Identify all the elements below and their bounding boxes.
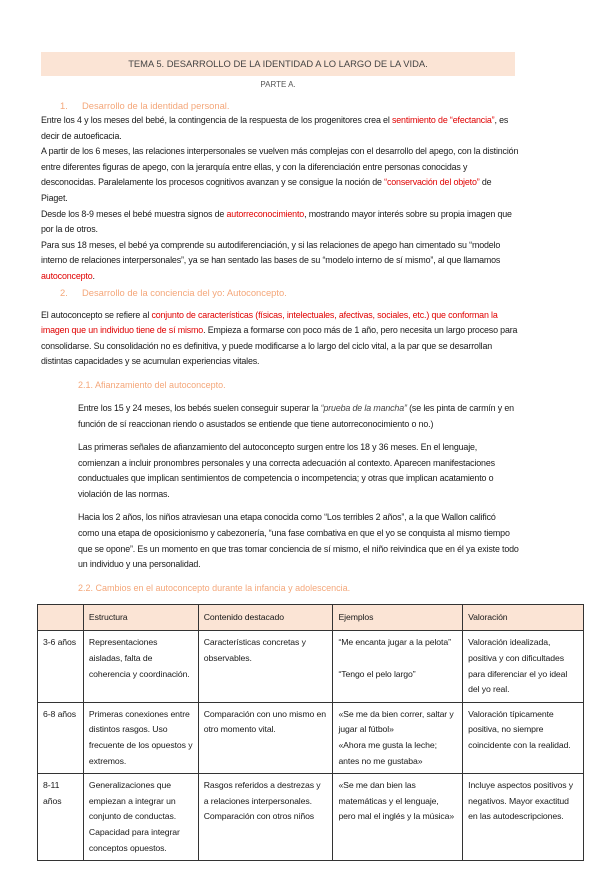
column-header — [38, 604, 84, 631]
table-cell: Valoración típicamente positiva, no siempre coincidente con la realidad. — [463, 702, 584, 773]
table-cell: Valoración idealizada, positiva y con dificultades para diferenciar el yo ideal del yo real. — [463, 631, 584, 702]
paragraph — [41, 144, 519, 206]
text-run: Las primeras señales de afianzamiento del autoconcepto surgen entre los 18 y 36 meses. En el lenguaje, comienzan a incluir pronombres personales y una correcta adecuación al contexto. Aparecen manifestaciones conductuales que implican sentimientos de competencia o incompetencia; y otras que implican acatamiento o violación de las normas. — [78, 442, 495, 499]
text-run: , mostrando mayor interés sobre su propia imagen que por la de otros. — [41, 208, 512, 235]
highlighted-term: autorreconocimiento — [226, 208, 305, 219]
column-header: Valoración — [463, 604, 584, 631]
table-cell: 8-11 años — [38, 774, 84, 861]
paragraph — [78, 510, 519, 572]
section-title: Desarrollo de la identidad personal. — [82, 100, 230, 111]
paragraph — [41, 238, 519, 285]
text-run: . Empieza a formarse con poco más de 1 año, pero necesita un largo proceso para consolidarse. Su consolidación no es definitiva, y puede modificarse a lo largo del ciclo vital, a la par que se desarrollan distintas capacidades y se acumulan experiencias vitales. — [41, 325, 518, 367]
paragraph — [41, 207, 519, 238]
column-header: Contenido destacado — [198, 604, 333, 631]
section-2-2-heading: 2.2. Cambios en el autoconcepto durante la infancia y adolescencia. — [78, 582, 351, 593]
section-1-heading — [60, 98, 600, 113]
table-row — [38, 702, 584, 773]
highlighted-term: “conservación del objeto” — [384, 177, 480, 188]
text-run: Hacia los 2 años, los niños atraviesan una etapa conocida como “Los terribles 2 años”, a la que Wallon calificó como una etapa de oposicionismo y cabezonería, “una fase combativa en que el yo se conquista al mismo tiempo que se opone”. Es un momento en que tras tomar conciencia de sí mismo, el niño reivindica que en él ya existe todo un individuo y una personalidad. — [78, 512, 519, 570]
autoconcept-table — [37, 604, 584, 861]
highlighted-term: sentimiento de “efectancia” — [391, 115, 495, 125]
highlighted-term: autoconcepto — [41, 270, 93, 281]
column-header: Estructura — [83, 604, 198, 631]
text-run: (se les pinta de carmín y en función de sí reaccionan riendo o asustados se entiende que tiene autorreconocimiento o no.) — [78, 402, 514, 429]
section-number: 2. — [60, 286, 68, 298]
paragraph — [78, 440, 519, 502]
table-cell: Comparación con uno mismo en otro momento vital. — [198, 702, 333, 773]
table-cell: Representaciones aisladas, falta de coherencia y coordinación. — [83, 631, 198, 702]
table-cell: Incluye aspectos positivos y negativos. Mayor exactitud en las autodescripciones. — [463, 774, 584, 861]
text-run: . — [92, 270, 95, 281]
table-cell: «Se me da bien correr, saltar y jugar al fútbol» «Ahora me gusta la leche; antes no me gustaba» — [333, 702, 463, 773]
section-2-1-body — [78, 401, 519, 573]
italic-term: “prueba de la mancha” — [320, 402, 407, 413]
table-cell: Características concretas y observables. — [198, 631, 333, 702]
section-1-body — [41, 113, 519, 285]
table-cell: 6-8 años — [38, 702, 84, 773]
part-label: PARTE A. — [260, 80, 296, 89]
section-number: 1. — [60, 100, 68, 111]
paragraph — [41, 113, 519, 144]
column-header: Ejemplos — [333, 604, 463, 631]
table-cell: «Se me dan bien las matemáticas y el lenguaje, pero mal el inglés y la música» — [333, 774, 463, 861]
section-2-1-heading: 2.1. Afianzamiento del autoconcepto. — [78, 379, 226, 390]
table-cell: Generalizaciones que empiezan a integrar un conjunto de conductas. Capacidad para integrar conceptos opuestos. — [83, 774, 198, 861]
paragraph — [78, 401, 519, 432]
table-cell: “Me encanta jugar a la pelota” “Tengo el pelo largo” — [333, 631, 463, 702]
table-row — [38, 631, 584, 702]
text-run: , es decir de autoeficacia. — [41, 115, 509, 141]
text-run: Entre los 4 y los meses del bebé, la contingencia de la respuesta de los progenitores crea el — [41, 115, 392, 125]
section-2-heading — [60, 285, 600, 300]
table-cell: Rasgos referidos a destrezas y a relaciones interpersonales. Comparación con otros niños — [198, 774, 333, 861]
section-2-body — [41, 308, 519, 370]
text-run: El autoconcepto se refiere al — [41, 309, 152, 320]
text-run: Para sus 18 meses, el bebé ya comprende su autodiferenciación, y si las relaciones de apego han cimentado su “modelo interno de relaciones interpersonales”, ya se han sentado las bases de su “modelo interno de sí mismo”, al que llamamos — [41, 239, 501, 266]
paragraph — [41, 308, 519, 370]
text-run: de Piaget. — [41, 177, 492, 203]
document-title: TEMA 5. DESARROLLO DE LA IDENTIDAD A LO LARGO DE LA VIDA. — [41, 52, 515, 76]
table-header-row — [38, 604, 584, 631]
table-cell: 3-6 años — [38, 631, 84, 702]
text-run: A partir de los 6 meses, las relaciones interpersonales se vuelven más complejas con el desarrollo del apego, con la distinción entre diferentes figuras de apego, con la jerarquía entre ellas, y con la diferenciación entre personas conocidas y desconocidas. Paralelamente los procesos cognitivos avanzan y se consigue la noción de — [41, 146, 519, 188]
text-run: Entre los 15 y 24 meses, los bebés suelen conseguir superar la — [78, 402, 321, 413]
section-title: Desarrollo de la conciencia del yo: Autoconcepto. — [82, 286, 287, 298]
text-run: Desde los 8-9 meses el bebé muestra signos de — [41, 208, 227, 219]
highlighted-term: conjunto de características (físicas, intelectuales, afectivas, sociales, etc.) que conforman la imagen que un individuo tiene de sí mismo — [41, 309, 498, 336]
table-cell: Primeras conexiones entre distintos rasgos. Uso frecuente de los opuestos y extremos. — [83, 702, 198, 773]
